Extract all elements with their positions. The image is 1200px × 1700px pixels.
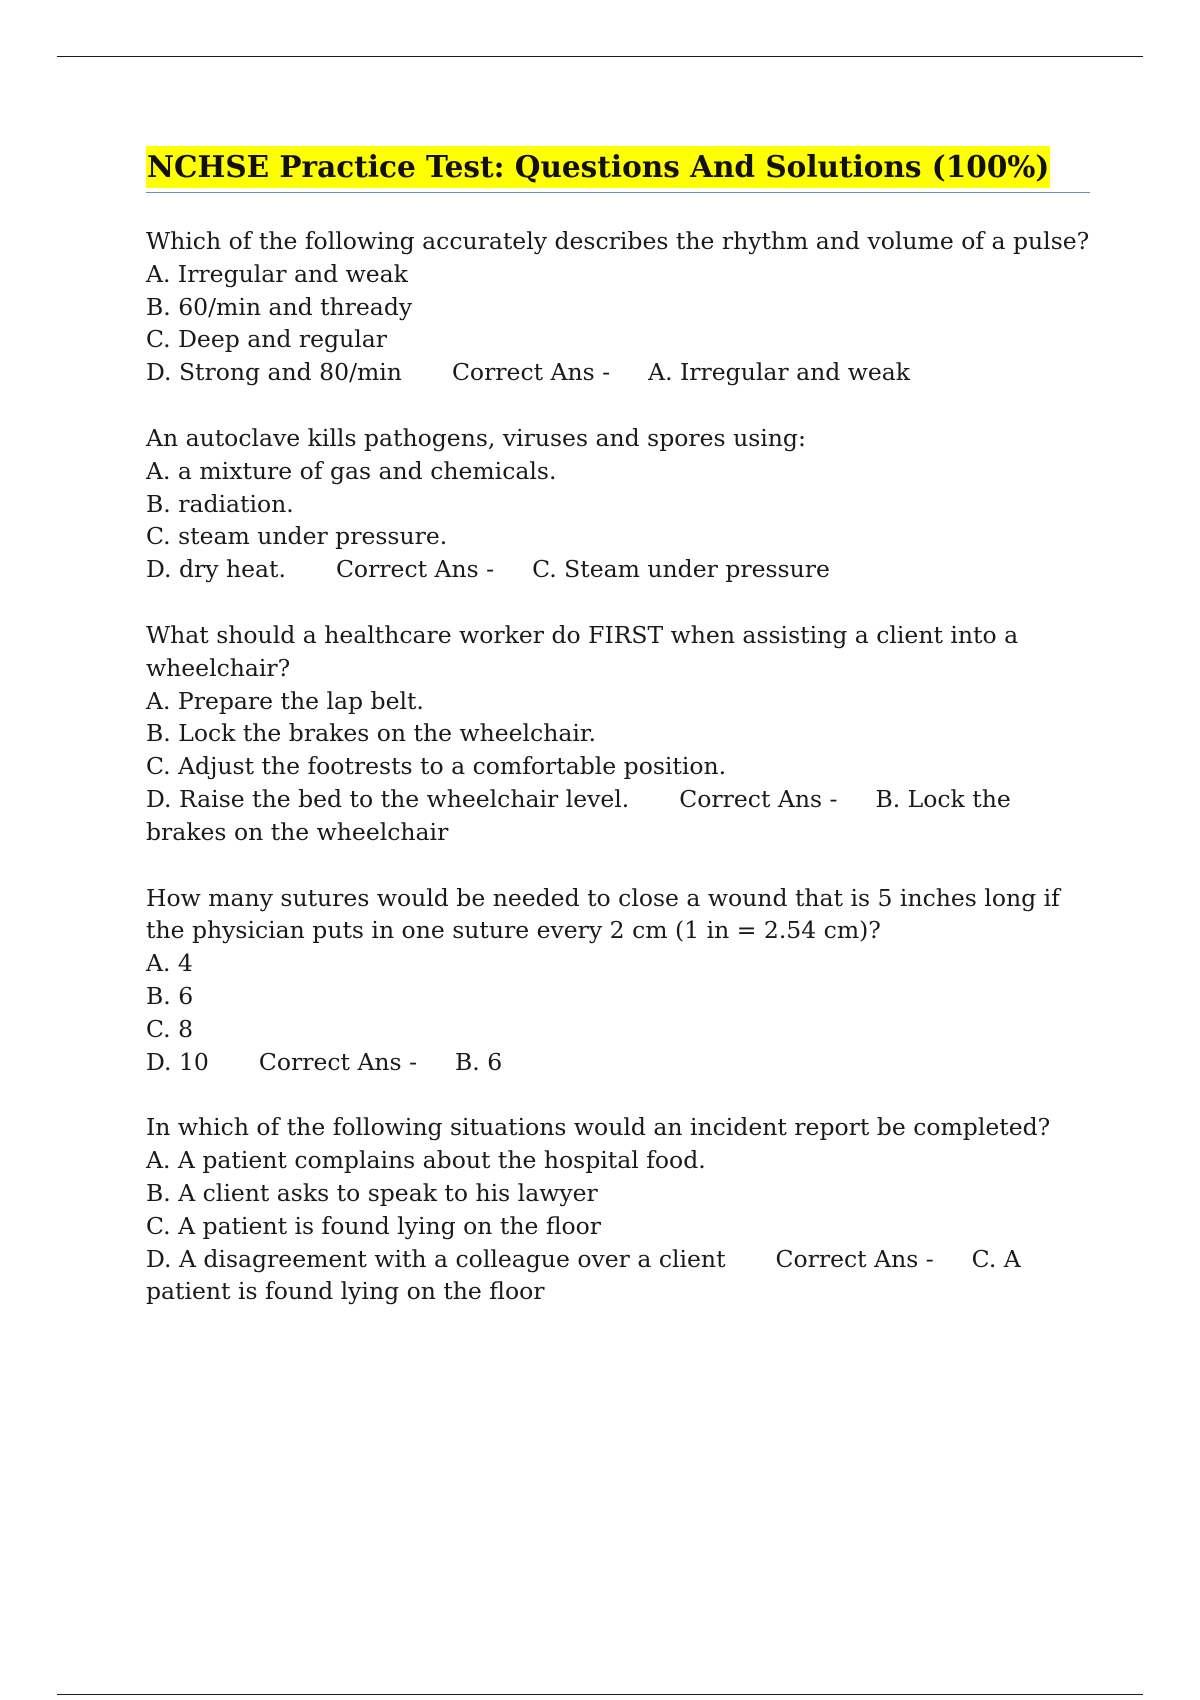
question-4 — [146, 882, 1090, 1079]
option-d-line — [146, 553, 1090, 586]
correct-answer: C. A patient is found lying on the floor — [146, 1244, 1021, 1306]
option-d: D. dry heat. — [146, 555, 286, 584]
question-text: In which of the following situations would an incident report be completed? — [146, 1113, 1051, 1142]
title-block — [146, 146, 1090, 193]
correct-answer-label: Correct Ans - — [451, 358, 611, 387]
correct-answer: B. Lock the brakes on the wheelchair — [146, 784, 1011, 846]
option-c: C. 8 — [146, 1014, 194, 1043]
option-b: B. radiation. — [146, 489, 294, 518]
option-d: D. Raise the bed to the wheelchair level. — [146, 784, 630, 813]
question-text: Which of the following accurately describes the rhythm and volume of a pulse? — [146, 227, 1090, 255]
option-c: C. A patient is found lying on the floor — [146, 1211, 602, 1240]
option-b: B. 6 — [146, 981, 194, 1010]
correct-answer: B. 6 — [455, 1047, 503, 1076]
option-a: A. A patient complains about the hospital food. — [146, 1146, 706, 1175]
document-body — [146, 146, 1090, 1341]
option-d: D. A disagreement with a colleague over a client — [146, 1244, 726, 1273]
option-c: C. Adjust the footrests to a comfortable position. — [146, 752, 727, 781]
question-1 — [146, 225, 1090, 389]
option-a: A. Irregular and weak — [146, 259, 408, 288]
correct-answer-label: Correct Ans - — [335, 555, 495, 584]
top-rule — [57, 56, 1143, 57]
correct-answer: A. Irregular and weak — [648, 358, 911, 387]
question-text: What should a healthcare worker do FIRST when assisting a client into a wheelchair? — [146, 620, 1019, 682]
option-a: A. 4 — [146, 949, 193, 978]
question-2 — [146, 422, 1090, 586]
correct-answer-label: Correct Ans - — [258, 1047, 418, 1076]
option-d: D. Strong and 80/min — [146, 358, 402, 387]
question-text: How many sutures would be needed to close a wound that is 5 inches long if the physician puts in one suture every 2 cm (1 in = 2.54 cm)? — [146, 883, 1060, 945]
option-d-line — [146, 356, 1090, 389]
question-3 — [146, 619, 1090, 849]
page-title: NCHSE Practice Test: Questions And Solutions (100%) — [146, 146, 1050, 188]
question-text: An autoclave kills pathogens, viruses and spores using: — [146, 423, 806, 452]
correct-answer-label: Correct Ans - — [775, 1244, 934, 1273]
correct-answer: C. Steam under pressure — [532, 555, 830, 584]
question-5 — [146, 1111, 1090, 1308]
option-b: B. 60/min and thready — [146, 292, 413, 321]
option-d-line — [146, 1046, 1090, 1079]
bottom-rule — [57, 1694, 1143, 1695]
option-b: B. Lock the brakes on the wheelchair. — [146, 719, 596, 748]
option-d-line — [146, 783, 1090, 849]
option-b: B. A client asks to speak to his lawyer — [146, 1178, 598, 1207]
option-c: C. Deep and regular — [146, 325, 387, 354]
option-d-line — [146, 1243, 1090, 1309]
correct-answer-label: Correct Ans - — [679, 784, 838, 813]
option-d: D. 10 — [146, 1047, 209, 1076]
option-a: A. Prepare the lap belt. — [146, 686, 424, 715]
option-c: C. steam under pressure. — [146, 522, 448, 551]
option-a: A. a mixture of gas and chemicals. — [146, 456, 557, 485]
